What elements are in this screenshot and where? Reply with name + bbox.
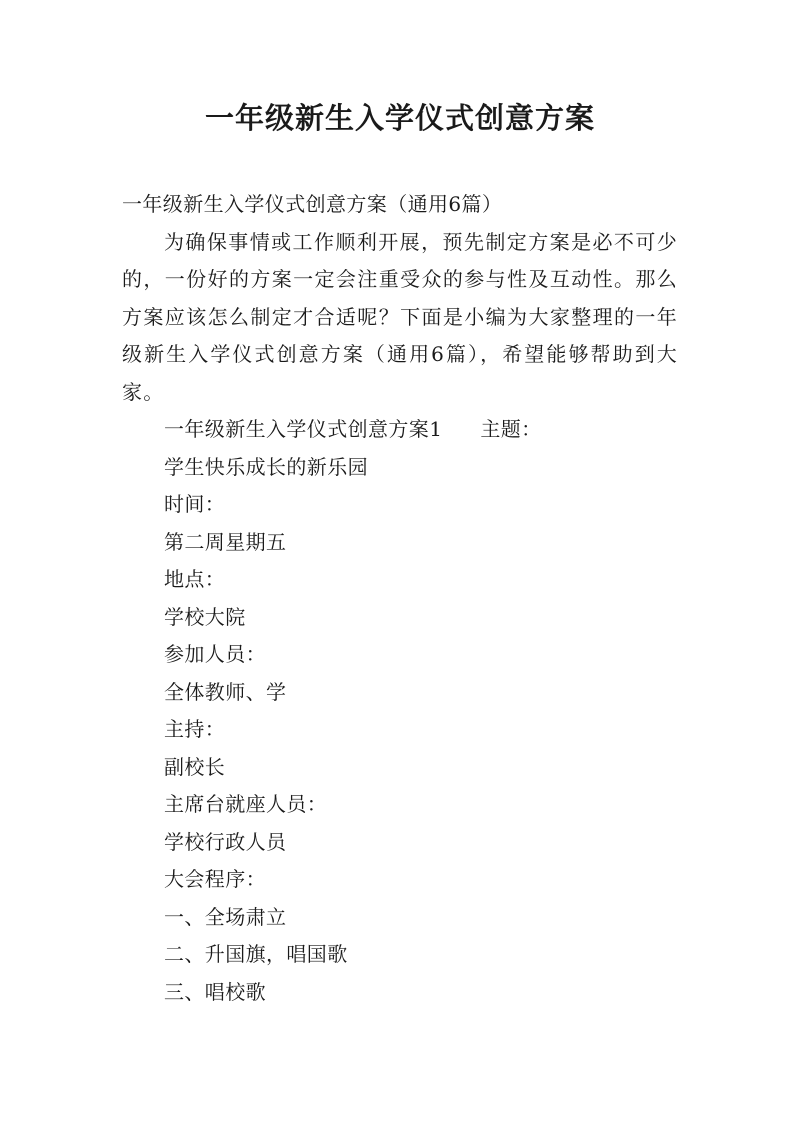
time-value: 第二周星期五 [164,529,287,554]
program-label: 大会程序： [164,867,266,891]
program-item: 一、全场肃立 [164,904,287,929]
place-value: 学校大院 [164,604,246,629]
section-heading-line [122,411,678,449]
theme-label: 主题： [480,417,542,441]
program-item: 二、升国旗，唱国歌 [164,942,348,966]
time-label: 时间： [164,492,226,516]
document-body [122,186,678,1011]
rostrum-value: 学校行政人员 [164,829,287,854]
document-subtitle: 一年级新生入学仪式创意方案（通用6篇） [122,192,503,216]
program-item: 三、唱校歌 [164,979,266,1004]
intro-paragraph: 为确保事情或工作顺利开展，预先制定方案是必不可少的，一份好的方案一定会注重受众的参与性及互动性。那么方案应该怎么制定才合适呢？下面是小编为大家整理的一年级新生入学仪式创意方案（通用6篇），希望能够帮助到大家。 [122,229,678,404]
host-label: 主持： [164,717,226,741]
rostrum-label: 主席台就座人员： [164,792,328,816]
place-label: 地点： [164,567,226,591]
participants-value: 全体教师、学 [164,679,287,704]
participants-label: 参加人员： [164,642,266,666]
document-title: 一年级新生入学仪式创意方案 [204,101,595,135]
section-heading: 一年级新生入学仪式创意方案1 [164,417,443,441]
host-value: 副校长 [164,754,226,779]
theme-value: 学生快乐成长的新乐园 [164,454,368,479]
